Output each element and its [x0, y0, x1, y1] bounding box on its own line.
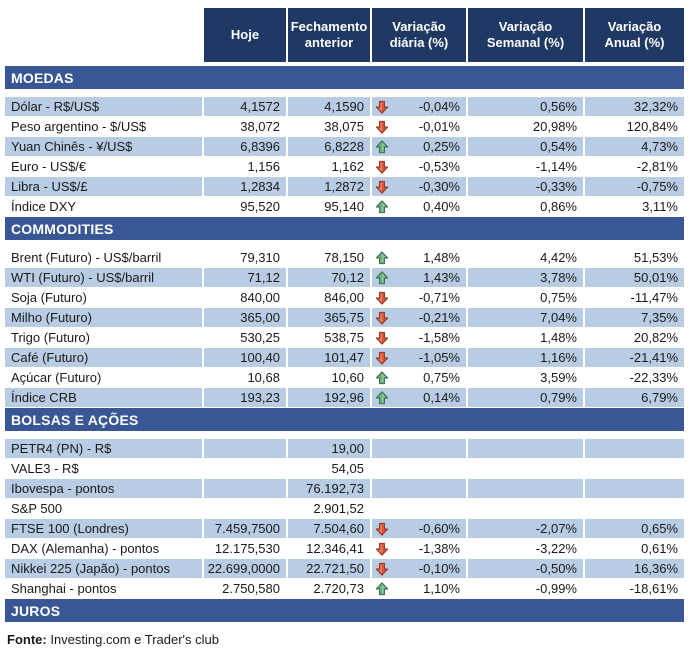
- up-arrow-icon: [375, 140, 389, 154]
- cell-var-diaria: [372, 459, 466, 478]
- row-label: Nikkei 225 (Japão) - pontos: [5, 559, 202, 578]
- cell-var-diaria: [372, 348, 466, 367]
- header-cell-var-anual: Variação Anual (%): [585, 8, 684, 62]
- row-label: Índice DXY: [5, 197, 202, 216]
- cell-var-semanal: -1,14%: [468, 157, 583, 176]
- cell-var-diaria: [372, 97, 466, 116]
- cell-fechamento: 54,05: [288, 459, 370, 478]
- var-diaria-value: 0,14%: [423, 390, 460, 405]
- cell-var-diaria: [372, 539, 466, 558]
- table-row: [5, 137, 684, 156]
- cell-var-anual: 0,65%: [585, 519, 684, 538]
- cell-fechamento: 70,12: [288, 268, 370, 287]
- row-label: PETR4 (PN) - R$: [5, 439, 202, 458]
- cell-hoje: 4,1572: [204, 97, 286, 116]
- cell-var-anual: 3,11%: [585, 197, 684, 216]
- down-arrow-icon: [375, 291, 389, 305]
- cell-fechamento: 76.192,73: [288, 479, 370, 498]
- table-row: [5, 268, 684, 287]
- header-spacer: [5, 8, 202, 62]
- cell-fechamento: 7.504,60: [288, 519, 370, 538]
- cell-var-semanal: 1,48%: [468, 328, 583, 347]
- cell-fechamento: 846,00: [288, 288, 370, 307]
- cell-var-semanal: 3,59%: [468, 368, 583, 387]
- table-row: [5, 157, 684, 176]
- section-bar: [5, 408, 684, 431]
- row-label: Índice CRB: [5, 388, 202, 407]
- cell-hoje: [204, 479, 286, 498]
- cell-hoje: 2.750,580: [204, 579, 286, 598]
- var-diaria-value: -0,53%: [418, 159, 460, 174]
- down-arrow-icon: [375, 522, 389, 536]
- table-row: [5, 539, 684, 558]
- table-row: [5, 328, 684, 347]
- cell-var-semanal: 0,86%: [468, 197, 583, 216]
- section-title: JUROS: [11, 602, 61, 619]
- cell-fechamento: 10,60: [288, 368, 370, 387]
- table-row: [5, 579, 684, 598]
- table-row: [5, 288, 684, 307]
- section-title: BOLSAS E AÇÕES: [11, 411, 139, 428]
- row-label: Brent (Futuro) - US$/barril: [5, 248, 202, 267]
- up-arrow-icon: [375, 582, 389, 596]
- down-arrow-icon: [375, 331, 389, 345]
- cell-var-anual: [585, 499, 684, 518]
- cell-var-anual: 20,82%: [585, 328, 684, 347]
- header-cell-var-semanal: Variação Semanal (%): [468, 8, 583, 62]
- var-diaria-value: 1,43%: [423, 270, 460, 285]
- cell-hoje: 530,25: [204, 328, 286, 347]
- cell-hoje: 365,00: [204, 308, 286, 327]
- cell-var-anual: 120,84%: [585, 117, 684, 136]
- up-arrow-icon: [375, 200, 389, 214]
- row-label: Libra - US$/£: [5, 177, 202, 196]
- cell-var-semanal: 3,78%: [468, 268, 583, 287]
- table-section: [5, 599, 684, 622]
- cell-hoje: 95,520: [204, 197, 286, 216]
- header-cell-hoje: Hoje: [204, 8, 286, 62]
- cell-var-diaria: [372, 308, 466, 327]
- cell-fechamento: 192,96: [288, 388, 370, 407]
- cell-var-semanal: -0,99%: [468, 579, 583, 598]
- cell-var-semanal: 0,54%: [468, 137, 583, 156]
- cell-fechamento: 365,75: [288, 308, 370, 327]
- row-label: DAX (Alemanha) - pontos: [5, 539, 202, 558]
- cell-var-anual: -21,41%: [585, 348, 684, 367]
- table-row: [5, 499, 684, 518]
- cell-hoje: 1,156: [204, 157, 286, 176]
- cell-var-anual: 4,73%: [585, 137, 684, 156]
- cell-var-anual: -22,33%: [585, 368, 684, 387]
- var-diaria-value: -0,10%: [418, 561, 460, 576]
- cell-fechamento: 78,150: [288, 248, 370, 267]
- table-row: [5, 308, 684, 327]
- cell-fechamento: 38,075: [288, 117, 370, 136]
- cell-fechamento: 19,00: [288, 439, 370, 458]
- cell-var-semanal: 4,42%: [468, 248, 583, 267]
- cell-var-diaria: [372, 559, 466, 578]
- cell-fechamento: 4,1590: [288, 97, 370, 116]
- cell-var-diaria: [372, 519, 466, 538]
- cell-fechamento: 6,8228: [288, 137, 370, 156]
- var-diaria-value: 0,25%: [423, 139, 460, 154]
- var-diaria-value: -1,58%: [418, 330, 460, 345]
- up-arrow-icon: [375, 371, 389, 385]
- cell-var-anual: 7,35%: [585, 308, 684, 327]
- row-label: Ibovespa - pontos: [5, 479, 202, 498]
- section-bar: [5, 599, 684, 622]
- cell-var-semanal: [468, 499, 583, 518]
- cell-var-semanal: -0,33%: [468, 177, 583, 196]
- table-header-row: [5, 8, 684, 62]
- cell-hoje: 7.459,7500: [204, 519, 286, 538]
- table-section: [5, 408, 684, 598]
- table-row: [5, 479, 684, 498]
- table-row: [5, 248, 684, 267]
- cell-var-diaria: [372, 117, 466, 136]
- table-row: [5, 439, 684, 458]
- row-label: WTI (Futuro) - US$/barril: [5, 268, 202, 287]
- cell-hoje: 840,00: [204, 288, 286, 307]
- row-label: Dólar - R$/US$: [5, 97, 202, 116]
- var-diaria-value: -0,30%: [418, 179, 460, 194]
- cell-var-semanal: -0,50%: [468, 559, 583, 578]
- cell-var-diaria: [372, 268, 466, 287]
- cell-var-semanal: 0,79%: [468, 388, 583, 407]
- cell-fechamento: 12.346,41: [288, 539, 370, 558]
- table-row: [5, 368, 684, 387]
- source-label: Fonte:: [7, 632, 47, 647]
- cell-var-anual: 16,36%: [585, 559, 684, 578]
- cell-var-diaria: [372, 439, 466, 458]
- var-diaria-value: -1,38%: [418, 541, 460, 556]
- cell-var-semanal: 0,56%: [468, 97, 583, 116]
- cell-var-diaria: [372, 248, 466, 267]
- table-row: [5, 197, 684, 216]
- cell-var-diaria: [372, 137, 466, 156]
- cell-var-diaria: [372, 177, 466, 196]
- section-bar: [5, 217, 684, 240]
- down-arrow-icon: [375, 120, 389, 134]
- row-label: Yuan Chinês - ¥/US$: [5, 137, 202, 156]
- down-arrow-icon: [375, 351, 389, 365]
- up-arrow-icon: [375, 251, 389, 265]
- cell-fechamento: 1,162: [288, 157, 370, 176]
- row-label: Euro - US$/€: [5, 157, 202, 176]
- cell-var-semanal: -2,07%: [468, 519, 583, 538]
- cell-var-anual: 50,01%: [585, 268, 684, 287]
- section-title: MOEDAS: [11, 69, 74, 86]
- row-label: Café (Futuro): [5, 348, 202, 367]
- section-title: COMMODITIES: [11, 220, 114, 237]
- cell-var-semanal: 7,04%: [468, 308, 583, 327]
- table-row: [5, 117, 684, 136]
- var-diaria-value: -0,01%: [418, 119, 460, 134]
- row-label: Trigo (Futuro): [5, 328, 202, 347]
- cell-var-diaria: [372, 368, 466, 387]
- up-arrow-icon: [375, 271, 389, 285]
- cell-var-diaria: [372, 197, 466, 216]
- var-diaria-value: -0,21%: [418, 310, 460, 325]
- cell-hoje: [204, 459, 286, 478]
- cell-var-anual: -11,47%: [585, 288, 684, 307]
- cell-var-anual: -2,81%: [585, 157, 684, 176]
- var-diaria-value: -0,04%: [418, 99, 460, 114]
- var-diaria-value: 0,75%: [423, 370, 460, 385]
- down-arrow-icon: [375, 562, 389, 576]
- cell-var-diaria: [372, 288, 466, 307]
- section-bar: [5, 66, 684, 89]
- cell-fechamento: 101,47: [288, 348, 370, 367]
- cell-var-semanal: [468, 479, 583, 498]
- table-row: [5, 97, 684, 116]
- cell-var-diaria: [372, 388, 466, 407]
- cell-var-anual: 32,32%: [585, 97, 684, 116]
- cell-hoje: [204, 439, 286, 458]
- down-arrow-icon: [375, 180, 389, 194]
- table-row: [5, 348, 684, 367]
- cell-var-anual: -0,75%: [585, 177, 684, 196]
- source-text: Investing.com e Trader's club: [46, 632, 220, 647]
- cell-var-anual: [585, 439, 684, 458]
- row-label: S&P 500: [5, 499, 202, 518]
- cell-hoje: 79,310: [204, 248, 286, 267]
- row-label: FTSE 100 (Londres): [5, 519, 202, 538]
- row-label: Açúcar (Futuro): [5, 368, 202, 387]
- table-row: [5, 177, 684, 196]
- cell-var-semanal: 1,16%: [468, 348, 583, 367]
- table-row: [5, 459, 684, 478]
- table-section: [5, 217, 684, 407]
- cell-var-anual: 6,79%: [585, 388, 684, 407]
- cell-var-semanal: 0,75%: [468, 288, 583, 307]
- row-label: Soja (Futuro): [5, 288, 202, 307]
- cell-hoje: 1,2834: [204, 177, 286, 196]
- cell-var-diaria: [372, 479, 466, 498]
- cell-fechamento: 2.720,73: [288, 579, 370, 598]
- cell-hoje: 38,072: [204, 117, 286, 136]
- var-diaria-value: -0,60%: [418, 521, 460, 536]
- table-row: [5, 388, 684, 407]
- cell-hoje: [204, 499, 286, 518]
- var-diaria-value: 1,10%: [423, 581, 460, 596]
- cell-var-semanal: -3,22%: [468, 539, 583, 558]
- up-arrow-icon: [375, 391, 389, 405]
- cell-var-diaria: [372, 157, 466, 176]
- var-diaria-value: 0,40%: [423, 199, 460, 214]
- cell-hoje: 193,23: [204, 388, 286, 407]
- row-label: VALE3 - R$: [5, 459, 202, 478]
- row-label: Peso argentino - $/US$: [5, 117, 202, 136]
- cell-var-anual: [585, 459, 684, 478]
- down-arrow-icon: [375, 160, 389, 174]
- cell-var-semanal: 20,98%: [468, 117, 583, 136]
- cell-hoje: 22.699,0000: [204, 559, 286, 578]
- cell-hoje: 10,68: [204, 368, 286, 387]
- var-diaria-value: -1,05%: [418, 350, 460, 365]
- header-cell-var-diaria: Variação diária (%): [372, 8, 466, 62]
- header-cell-fechamento: Fechamento anterior: [288, 8, 370, 62]
- row-label: Milho (Futuro): [5, 308, 202, 327]
- table-row: [5, 559, 684, 578]
- down-arrow-icon: [375, 542, 389, 556]
- cell-fechamento: 22.721,50: [288, 559, 370, 578]
- cell-var-semanal: [468, 459, 583, 478]
- down-arrow-icon: [375, 100, 389, 114]
- cell-var-diaria: [372, 328, 466, 347]
- cell-fechamento: 95,140: [288, 197, 370, 216]
- cell-hoje: 12.175,530: [204, 539, 286, 558]
- cell-var-anual: [585, 479, 684, 498]
- table-row: [5, 519, 684, 538]
- cell-fechamento: 538,75: [288, 328, 370, 347]
- cell-hoje: 71,12: [204, 268, 286, 287]
- var-diaria-value: 1,48%: [423, 250, 460, 265]
- var-diaria-value: -0,71%: [418, 290, 460, 305]
- cell-var-anual: 0,61%: [585, 539, 684, 558]
- cell-var-anual: 51,53%: [585, 248, 684, 267]
- cell-fechamento: 1,2872: [288, 177, 370, 196]
- cell-fechamento: 2.901,52: [288, 499, 370, 518]
- cell-var-anual: -18,61%: [585, 579, 684, 598]
- table-section: [5, 66, 684, 216]
- cell-var-semanal: [468, 439, 583, 458]
- cell-var-diaria: [372, 579, 466, 598]
- cell-hoje: 100,40: [204, 348, 286, 367]
- row-label: Shanghai - pontos: [5, 579, 202, 598]
- table-body: [5, 66, 684, 622]
- down-arrow-icon: [375, 311, 389, 325]
- source-note: [5, 632, 684, 647]
- cell-var-diaria: [372, 499, 466, 518]
- cell-hoje: 6,8396: [204, 137, 286, 156]
